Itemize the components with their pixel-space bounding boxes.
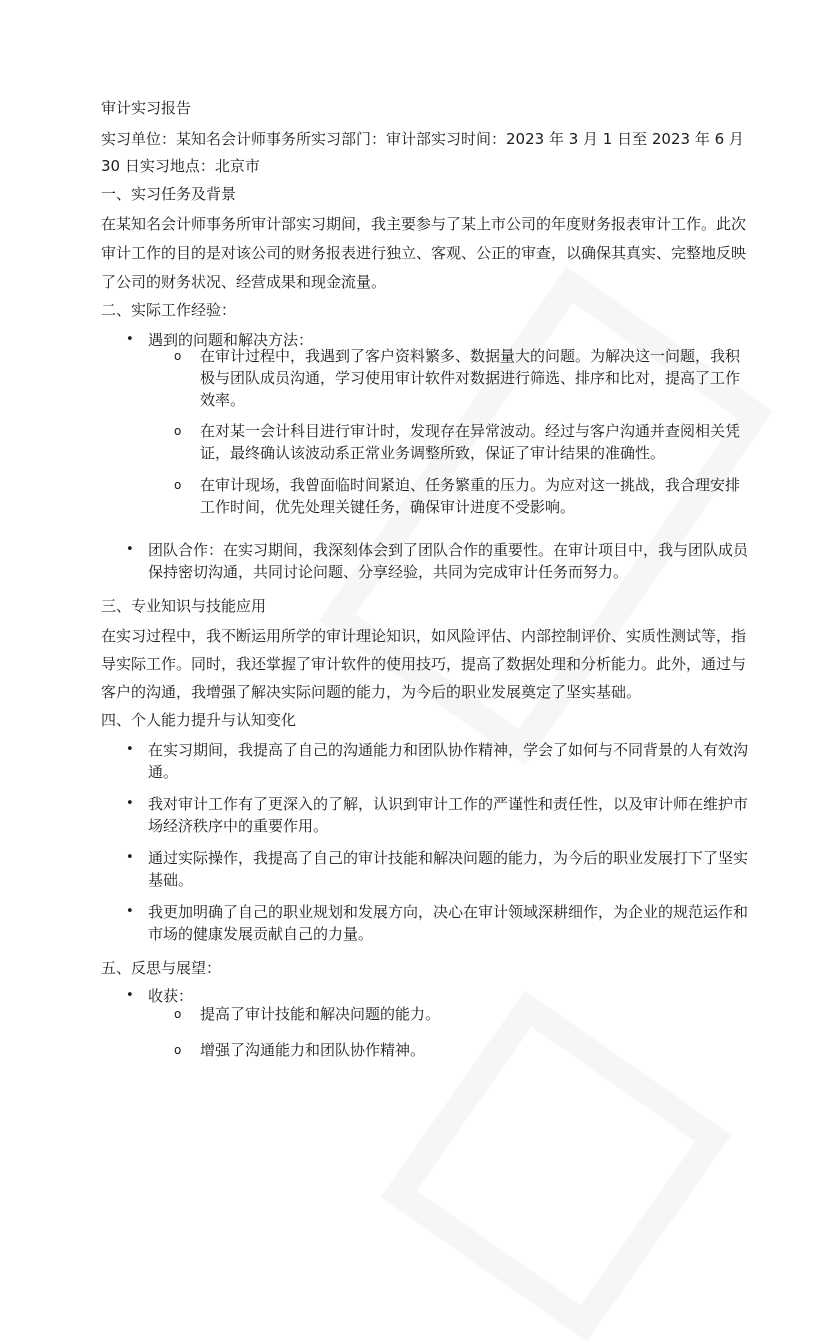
bullet-icon: • [126, 904, 134, 919]
section-4-heading: 四、个人能力提升与认知变化 [101, 711, 297, 729]
sub-item-text: 在审计现场，我曾面临时间紧迫、任务繁重的压力。为应对这一挑战，我合理安排工作时间，优先处理关键任务，确保审计进度不受影响。 [200, 476, 741, 516]
sub-list-item [174, 474, 748, 518]
sub-list-item [174, 420, 748, 464]
list-item [126, 793, 749, 837]
circle-bullet-icon: o [174, 1007, 182, 1021]
meta-info: 实习单位：某知名会计师事务所实习部门：审计部实习时间：2023 年 3 月 1 日至 2023 年 6 月 30 日实习地点：北京市 [101, 130, 744, 175]
list-item-text: 遇到的问题和解决方法： [148, 331, 314, 349]
section-1-heading: 一、实习任务及背景 [101, 185, 237, 203]
section-3-heading: 三、专业知识与技能应用 [101, 597, 267, 615]
sub-list-item [174, 1039, 748, 1061]
list-item [126, 539, 749, 583]
bullet-icon: • [126, 796, 134, 811]
circle-bullet-icon: o [174, 478, 182, 492]
sub-list-item [174, 345, 748, 411]
section-3-paragraph: 在实习过程中，我不断运用所学的审计理论知识，如风险评估、内部控制评价、实质性测试等，指导实际工作。同时，我还掌握了审计软件的使用技巧，提高了数据处理和分析能力。此外，通过与客户的沟通，我增强了解决实际问题的能力，为今后的职业发展奠定了坚实基础。 [101, 627, 747, 701]
circle-bullet-icon: o [174, 1043, 182, 1057]
sub-item-text: 提高了审计技能和解决问题的能力。 [200, 1005, 441, 1023]
bullet-icon: • [126, 850, 134, 865]
sub-item-text: 增强了沟通能力和团队协作精神。 [200, 1041, 426, 1059]
list-item [126, 901, 749, 945]
circle-bullet-icon: o [174, 424, 182, 438]
list-item-text: 我对审计工作有了更深入的了解，认识到审计工作的严谨性和责任性，以及审计师在维护市场经济秩序中的重要作用。 [148, 795, 749, 835]
bullet-icon: • [126, 988, 134, 1003]
document-title: 审计实习报告 [101, 99, 192, 117]
list-item-text: 收获： [148, 987, 194, 1005]
bullet-icon: • [126, 332, 134, 347]
sub-list-item [174, 1003, 748, 1025]
list-item-text: 团队合作：在实习期间，我深刻体会到了团队合作的重要性。在审计项目中，我与团队成员保持密切沟通，共同讨论问题、分享经验，共同为完成审计任务而努力。 [148, 541, 749, 581]
list-item [126, 739, 749, 783]
list-item-text: 通过实际操作，我提高了自己的审计技能和解决问题的能力，为今后的职业发展打下了坚实基础。 [148, 849, 749, 889]
list-item [126, 847, 749, 891]
section-1-paragraph: 在某知名会计师事务所审计部实习期间，我主要参与了某上市公司的年度财务报表审计工作。此次审计工作的目的是对该公司的财务报表进行独立、客观、公正的审查，以确保其真实、完整地反映了公司的财务状况、经营成果和现金流量。 [101, 215, 747, 291]
sub-item-text: 在对某一会计科目进行审计时，发现存在异常波动。经过与客户沟通并查阅相关凭证，最终确认该波动系正常业务调整所致，保证了审计结果的准确性。 [200, 422, 741, 462]
bullet-icon: • [126, 542, 134, 557]
section-5-heading: 五、反思与展望： [101, 959, 222, 977]
list-item-text: 我更加明确了自己的职业规划和发展方向，决心在审计领域深耕细作，为企业的规范运作和市场的健康发展贡献自己的力量。 [148, 903, 749, 943]
bullet-icon: • [126, 742, 134, 757]
sub-item-text: 在审计过程中，我遇到了客户资料繁多、数据量大的问题。为解决这一问题，我积极与团队成员沟通，学习使用审计软件对数据进行筛选、排序和比对，提高了工作效率。 [200, 347, 741, 409]
list-item-text: 在实习期间，我提高了自己的沟通能力和团队协作精神，学会了如何与不同背景的人有效沟通。 [148, 741, 749, 781]
circle-bullet-icon: o [174, 349, 182, 363]
section-2-heading: 二、实际工作经验： [101, 301, 237, 319]
